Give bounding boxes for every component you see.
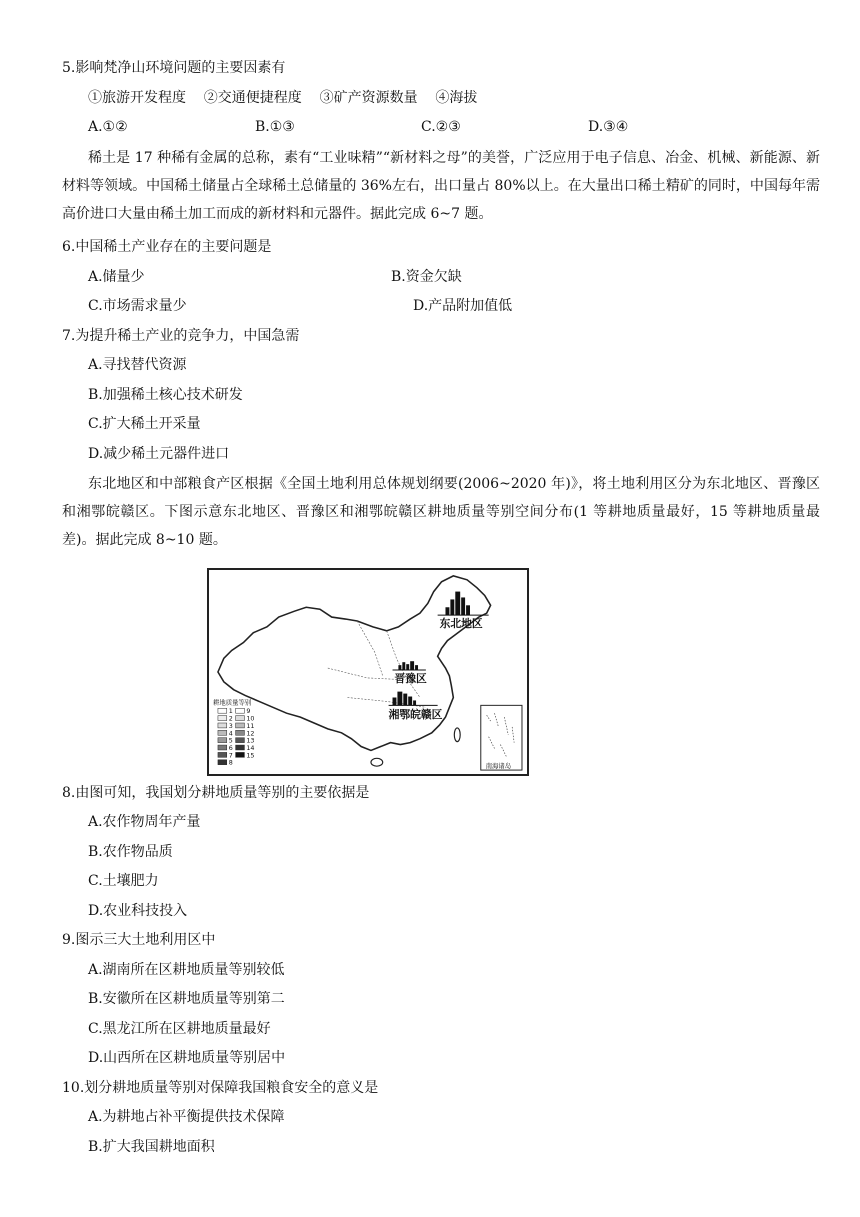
q5-option-b: B.①③ [255, 119, 295, 135]
legend-swatch [218, 745, 227, 750]
legend-swatch [236, 752, 245, 757]
legend-label: 11 [246, 721, 255, 730]
q5-option-d: D.③④ [588, 119, 629, 135]
q6-option-b: B.资金欠缺 [391, 269, 462, 285]
legend-swatch [236, 708, 245, 713]
hainan-island [371, 758, 383, 766]
china-outline [218, 576, 491, 751]
legend-label: 2 [228, 714, 233, 723]
taiwan-island [454, 728, 460, 742]
legend-label: 5 [228, 736, 233, 745]
q7-option-d: D.减少稀土元器件进口 [88, 446, 230, 462]
legend-swatch [218, 730, 227, 735]
label-northeast: 东北地区 [439, 616, 483, 630]
inset-label: 南海诸岛 [485, 762, 512, 771]
legend-label: 15 [246, 751, 255, 760]
legend-label: 1 [228, 707, 233, 716]
q9-option-d: D.山西所在区耕地质量等别居中 [88, 1050, 286, 1066]
legend-swatch [236, 745, 245, 750]
legend-swatch [218, 738, 227, 743]
legend-label: 8 [228, 758, 233, 767]
q8-option-d: D.农业科技投入 [88, 903, 188, 919]
legend-swatch [236, 716, 245, 721]
legend-label: 7 [228, 751, 233, 760]
q10-option-a: A.为耕地占补平衡提供技术保障 [88, 1109, 285, 1125]
label-xiangewangan: 湘鄂皖赣区 [388, 708, 443, 722]
legend-label: 12 [246, 729, 255, 738]
china-farmland-map [207, 568, 529, 776]
legend-label: 3 [228, 721, 233, 730]
q6-option-c: C.市场需求量少 [88, 298, 187, 314]
q8-option-c: C.土壤肥力 [88, 873, 159, 889]
legend-label: 10 [246, 714, 255, 723]
q9-option-a: A.湖南所在区耕地质量等别较低 [88, 962, 285, 978]
q7-option-a: A.寻找替代资源 [88, 357, 187, 373]
legend-swatch [236, 723, 245, 728]
q7-stem: 7.为提升稀土产业的竞争力，中国急需 [62, 328, 300, 344]
passage-farmland: 东北地区和中部粮食产区根据《全国土地利用总体规划纲要(2006~2020 年)》，将土地利用区分为东北地区、晋豫区和湘鄂皖赣区。下图示意东北地区、晋豫区和湘鄂皖赣区耕地质量等别空间分布(1 等耕地质量最好，15 等耕地质量最差)。据此完成 8~10 题。 [62, 476, 820, 548]
label-jinyu: 晋豫区 [394, 671, 427, 685]
legend-label: 6 [228, 743, 233, 752]
q10-option-b: B.扩大我国耕地面积 [88, 1139, 215, 1155]
q5-option-c: C.②③ [421, 119, 461, 135]
legend-swatch [218, 723, 227, 728]
legend-label: 13 [246, 736, 255, 745]
q9-option-c: C.黑龙江所在区耕地质量最好 [88, 1021, 271, 1037]
map-legend [213, 697, 254, 766]
legend-swatch [236, 738, 245, 743]
legend-swatch [218, 716, 227, 721]
legend-label: 14 [246, 743, 255, 752]
q6-stem: 6.中国稀土产业存在的主要问题是 [62, 239, 272, 255]
q5-option-a: A.①② [88, 119, 128, 135]
legend-swatch [218, 752, 227, 757]
q8-option-a: A.农作物周年产量 [88, 814, 201, 830]
q6-option-d: D.产品附加值低 [413, 298, 513, 314]
q5-stem: 5.影响梵净山环境问题的主要因素有 [62, 60, 286, 76]
q8-option-b: B.农作物品质 [88, 844, 173, 860]
q7-option-b: B.加强稀土核心技术研发 [88, 387, 243, 403]
legend-label: 9 [246, 707, 251, 716]
passage-rare-earth: 稀土是 17 种稀有金属的总称，素有“工业味精”“新材料之母”的美誉，广泛应用于电子信息、冶金、机械、新能源、新材料等领域。中国稀土储量占全球稀土总储量的 36%左右，出口量占 80%以上。在大量出口稀土精矿的同时，中国每年需高价进口大量由稀土加工而成的新材料和元器件。据此完成 6~7 题。 [62, 150, 820, 222]
q5-factors: ①旅游开发程度 ②交通便捷程度 ③矿产资源数量 ④海拔 [88, 90, 478, 106]
q7-option-c: C.扩大稀土开采量 [88, 416, 201, 432]
legend-swatch [218, 708, 227, 713]
q6-option-a: A.储量少 [88, 269, 145, 285]
legend-title: 耕地质量等别 [213, 698, 252, 707]
legend-swatch [236, 730, 245, 735]
q10-stem: 10.划分耕地质量等别对保障我国粮食安全的意义是 [62, 1080, 379, 1096]
q8-stem: 8.由图可知，我国划分耕地质量等别的主要依据是 [62, 785, 370, 801]
legend-label: 4 [228, 729, 233, 738]
q9-stem: 9.图示三大土地利用区中 [62, 932, 216, 948]
q9-option-b: B.安徽所在区耕地质量等别第二 [88, 991, 285, 1007]
legend-swatch [218, 760, 227, 765]
